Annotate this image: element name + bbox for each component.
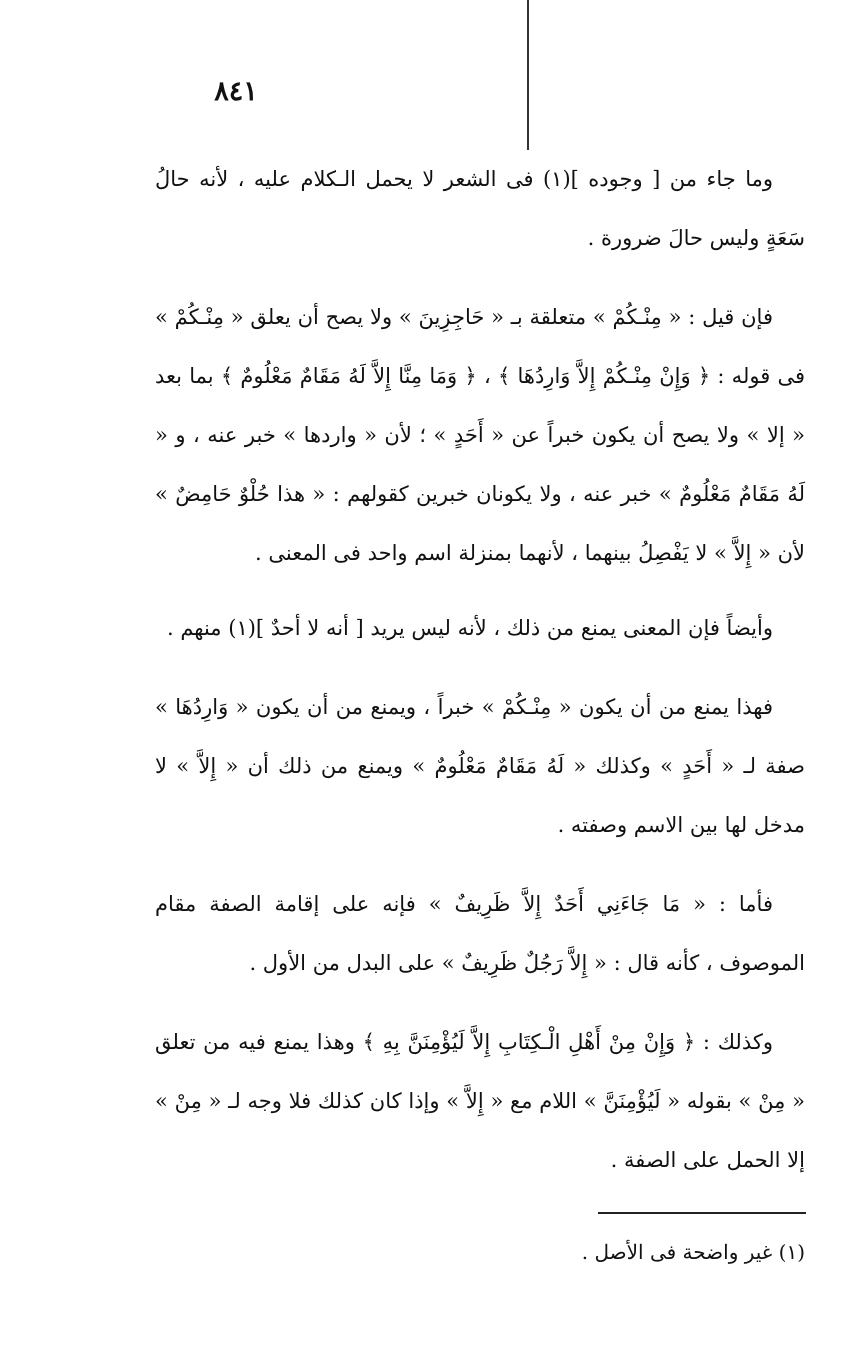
paragraph-4: فهذا يمنع من أن يكون « مِنْـكُمْ » خبراً ، ويمنع من أن يكون « وَارِدُهَا » صفة لـ « أَحَدٍ » وكذلك « لَهُ مَقَامٌ مَعْلُومٌ » ويمنع من ذلك أن « إِلاَّ » لا مدخل لها بين الاسم وصفته . xyxy=(155,695,805,837)
page-number: ٨٤١ xyxy=(214,76,258,107)
paragraph-3: وأيضاً فإن المعنى يمنع من ذلك ، لأنه ليس يريد [ أنه لا أحدٌ ](١) منهم . xyxy=(166,616,773,640)
binding-gutter-line xyxy=(527,0,529,150)
paragraph-2: فإن قيل : « مِنْـكُمْ » متعلقة بـ « حَاجِزِينَ » ولا يصح أن يعلق « مِنْـكُمْ » فى قوله : ﴿ وَإِنْ مِنْـكُمْ إِلاَّ وَارِدُهَا ﴾ ، ﴿ وَمَا مِنَّا إِلاَّ لَهُ مَقَامٌ مَعْلُومٌ ﴾ بما بعد « إلا » ولا يصح أن يكون خبراً عن « أَحَدٍ » ؛ لأن « واردها » خبر عنه ، و « لَهُ مَقَامٌ مَعْلُومٌ » خبر عنه ، ولا يكونان خبرين كقولهم : « هذا حُلْوٌ حَامِضٌ » لأن « إِلاَّ » لا يَفْصِلُ بينهما ، لأنهما بمنزلة اسم واحد فى المعنى . xyxy=(155,305,805,565)
paragraph-5: فأما : « مَا جَاءَنِي أَحَدٌ إِلاَّ ظَرِيفٌ » فإنه على إقامة الصفة مقام الموصوف ، كأنه قال : « إِلاَّ رَجُلٌ ظَرِيفٌ » على البدل من الأول . xyxy=(155,892,805,975)
paragraph-1: وما جاء من [ وجوده ](١) فى الشعر لا يحمل الـكلام عليه ، لأنه حالُ سَعَةٍ وليس حالَ ضرورة . xyxy=(155,167,805,250)
footnote-separator xyxy=(598,1212,806,1214)
page-body xyxy=(155,150,805,1210)
paragraph-6: وكذلك : ﴿ وَإِنْ مِنْ أَهْلِ الْـكِتَابِ إِلاَّ لَيُؤْمِنَنَّ بِهِ ﴾ وهذا يمنع فيه من تعلق « مِنْ » بقوله « لَيُؤْمِنَنَّ » اللام مع « إِلاَّ » وإذا كان كذلك فلا وجه لـ « مِنْ » إلا الحمل على الصفة . xyxy=(155,1030,805,1172)
footnote: (١) غير واضحة فى الأصل . xyxy=(581,1240,805,1264)
